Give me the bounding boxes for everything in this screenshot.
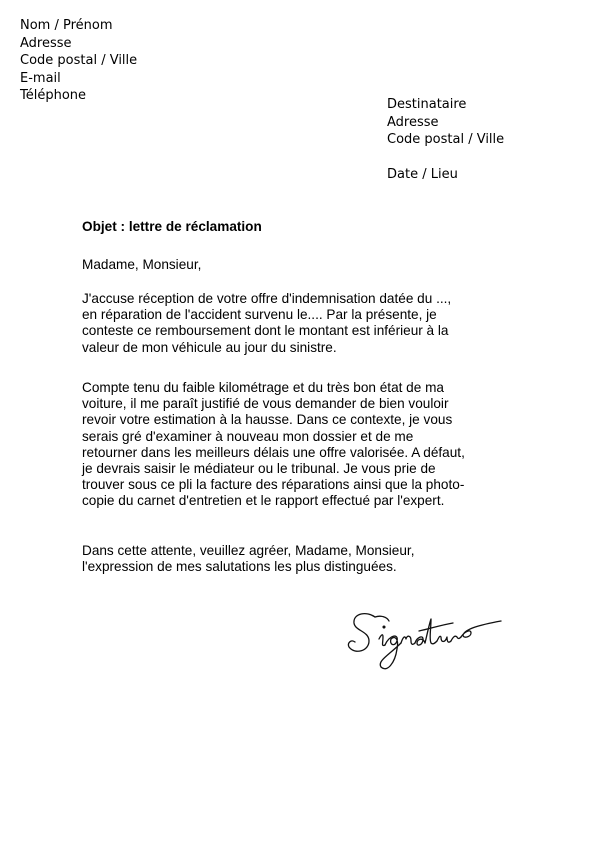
paragraph-line: valeur de mon véhicule au jour du sinistre.: [82, 339, 337, 355]
paragraph-2: [82, 380, 512, 510]
paragraph-line: Dans cette attente, veuillez agréer, Madame, Monsieur,: [82, 543, 415, 558]
letter-subject: Objet : lettre de réclamation: [82, 219, 262, 234]
sender-name: Nom / Prénom: [20, 18, 113, 33]
recipient-address: Adresse: [387, 114, 439, 130]
paragraph-1: [82, 291, 512, 356]
paragraph-line: Compte tenu du faible kilométrage et du très bon état de ma: [82, 380, 444, 395]
paragraph-line: trouver sous ce pli la facture des réparations ainsi que la photo-: [82, 477, 465, 493]
sender-phone: Téléphone: [20, 88, 87, 104]
paragraph-line: revoir votre estimation à la hausse. Dans ce contexte, je vous: [82, 412, 453, 428]
sender-block: [20, 17, 137, 105]
paragraph-line: en réparation de l'accident survenu le.... Par la présente, je: [82, 307, 437, 323]
paragraph-line: serais gré d'examiner à nouveau mon dossier et de me: [82, 428, 414, 444]
letter-salutation: Madame, Monsieur,: [82, 257, 202, 272]
paragraph-line: conteste ce remboursement dont le montant est inférieur à la: [82, 323, 449, 339]
recipient-name: Destinataire: [387, 97, 467, 112]
paragraph-line: J'accuse réception de votre offre d'indemnisation datée du ...,: [82, 291, 452, 306]
sender-address: Adresse: [20, 35, 72, 51]
recipient-block: [387, 96, 504, 184]
recipient-postal-city: Code postal / Ville: [387, 132, 505, 148]
paragraph-line: l'expression de mes salutations les plus distinguées.: [82, 559, 397, 575]
sender-email: E-mail: [20, 70, 61, 86]
handwritten-signature: [345, 605, 505, 675]
closing-paragraph: [82, 543, 512, 575]
paragraph-line: je devrais saisir le médiateur ou le tribunal. Je vous prie de: [82, 461, 436, 477]
paragraph-line: retourner dans les meilleurs délais une offre valorisée. A défaut,: [82, 444, 465, 460]
paragraph-line: copie du carnet d'entretien et le rapport effectué par l'expert.: [82, 493, 445, 509]
paragraph-line: voiture, il me paraît justifié de vous demander de bien vouloir: [82, 396, 449, 412]
date-place: Date / Lieu: [387, 167, 458, 183]
sender-postal-city: Code postal / Ville: [20, 53, 138, 69]
